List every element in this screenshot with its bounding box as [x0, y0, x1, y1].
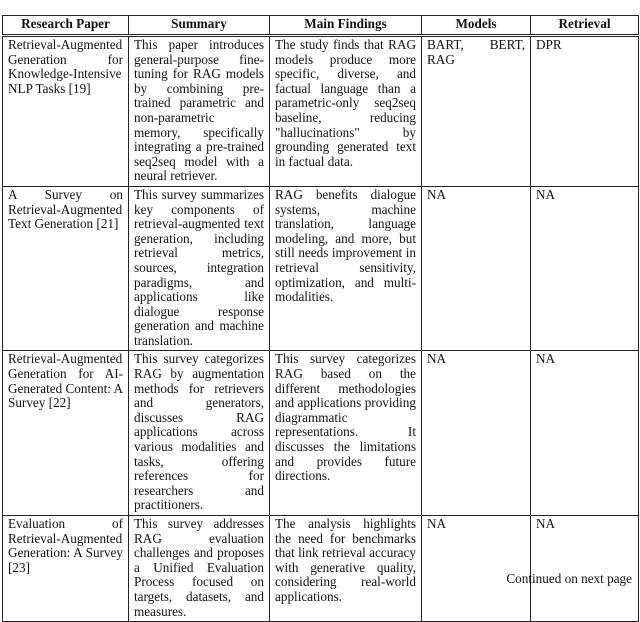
cell-paper: A Survey on Retrieval-Augmented Text Generation [21]	[3, 186, 129, 351]
cell-findings: RAG benefits dialogue systems, machine translation, language modeling, and more, but still needs improvement in retrieval sensitivity, optimization, and multi-modalities.	[270, 186, 422, 351]
literature-table-container	[2, 15, 638, 622]
header-summary: Summary	[129, 16, 270, 36]
cell-retrieval: NA	[531, 351, 639, 516]
table-row	[3, 186, 639, 351]
cell-retrieval: DPR	[531, 36, 639, 187]
cell-retrieval: NA	[531, 186, 639, 351]
table-header-row	[3, 16, 639, 36]
cell-models: NA	[422, 516, 531, 622]
cell-findings: This survey categorizes RAG based on the different methodologies and applications providing diagrammatic representations. It discusses the limitations and provides future directions.	[270, 351, 422, 516]
header-retrieval: Retrieval	[531, 16, 639, 36]
cell-summary: This paper introduces general-purpose fine-tuning for RAG models by combining pre-trained parametric and non-parametric memory, specifically integrating a pre-trained seq2seq model with a neural retriever.	[129, 36, 270, 187]
cell-summary: This survey addresses RAG evaluation challenges and proposes a Unified Evaluation Process focused on targets, datasets, and measures.	[129, 516, 270, 622]
cell-findings: The analysis highlights the need for benchmarks that link retrieval accuracy with generative quality, considering real-world applications.	[270, 516, 422, 622]
table-row	[3, 516, 639, 622]
header-research-paper: Research Paper	[3, 16, 129, 36]
continued-on-next-page-note: Continued on next page	[506, 571, 632, 586]
literature-comparison-table	[2, 15, 639, 622]
cell-paper: Retrieval-Augmented Generation for Knowledge-Intensive NLP Tasks [19]	[3, 36, 129, 187]
cell-summary: This survey summarizes key components of retrieval-augmented text generation, including retrieval metrics, sources, integration paradigms, and applications like dialogue response generation and machine translation.	[129, 186, 270, 351]
cell-summary: This survey categorizes RAG by augmentation methods for retrievers and generators, discusses RAG applications across various modalities and tasks, offering references for researchers and practitioners.	[129, 351, 270, 516]
cell-retrieval: NA	[531, 516, 639, 622]
cell-models: NA	[422, 351, 531, 516]
cell-paper: Retrieval-Augmented Generation for AI-Generated Content: A Survey [22]	[3, 351, 129, 516]
cell-models: NA	[422, 186, 531, 351]
table-row	[3, 36, 639, 187]
header-main-findings: Main Findings	[270, 16, 422, 36]
cell-models: BART, BERT, RAG	[422, 36, 531, 187]
cell-findings: The study finds that RAG models produce more specific, diverse, and factual language than a parametric-only seq2seq baseline, reducing "hallucinations" by grounding generated text in factual data.	[270, 36, 422, 187]
table-row	[3, 351, 639, 516]
cell-paper: Evaluation of Retrieval-Augmented Generation: A Survey [23]	[3, 516, 129, 622]
header-models: Models	[422, 16, 531, 36]
